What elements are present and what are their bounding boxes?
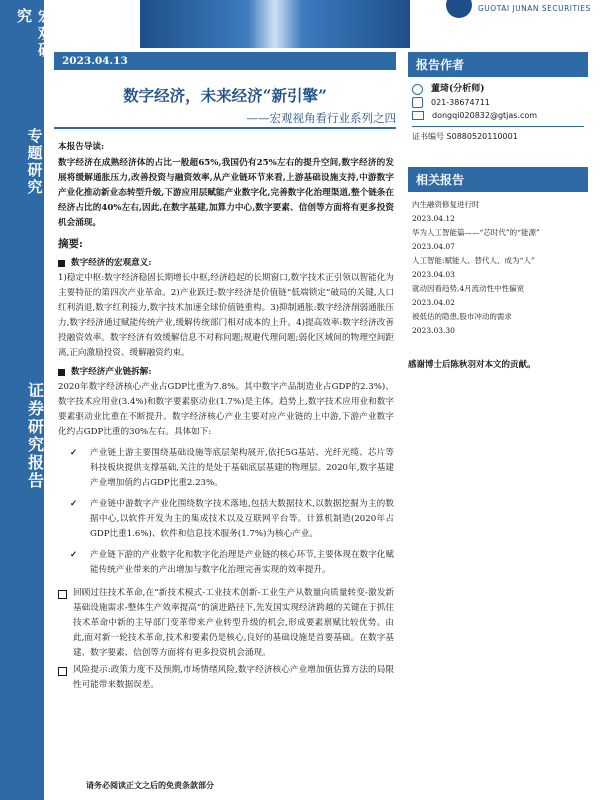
section-industry-chain	[58, 365, 394, 380]
acknowledgement: 感谢博士后陈秋羽对本文的贡献。	[408, 360, 536, 370]
author-phone: 021-38674711	[431, 98, 490, 107]
list-item-text: 产业链下游的产业数字化和数字化治理是产业链的核心环节,主要体现在数字化赋能传统产业带来的产出增加与数字化治理完善实现的效率提升。	[90, 550, 394, 575]
header-banner	[140, 0, 410, 48]
report-subtitle: ——宏观视角看行业系列之四	[246, 111, 396, 125]
sidebar-label-macro: 宏观研究	[15, 8, 54, 59]
checkmark-icon: ✓	[70, 550, 78, 560]
risk-text: 风险提示:政策力度不及预期,市场情绪风险,数字经济核心产业增加值估算方法的局限性可能带来数据误差。	[73, 665, 394, 690]
section-macro-significance	[58, 256, 394, 271]
logo-emblem-icon	[446, 0, 472, 18]
section-title: 数字经济产业链拆解:	[71, 367, 152, 377]
checkmark-icon: ✓	[70, 448, 78, 458]
point-risk	[58, 663, 394, 693]
author-info	[408, 77, 588, 149]
related-reports	[408, 167, 588, 370]
related-report-date: 2023.03.30	[412, 326, 455, 335]
left-sidebar	[0, 0, 54, 800]
related-report-title[interactable]: 内生融资修复进行时	[412, 200, 480, 209]
sidebar-label-securities: 证券研究报告	[25, 382, 45, 490]
author-email-row	[412, 109, 584, 122]
point-tech-revolution	[58, 586, 394, 661]
square-bullet-icon	[58, 369, 65, 376]
person-icon	[412, 84, 423, 95]
box-bullet-icon	[58, 667, 67, 676]
phone-icon	[412, 97, 423, 108]
abstract-label: 摘要:	[58, 238, 83, 250]
guide-label: 本报告导读:	[58, 142, 105, 152]
report-title: 数字经济，未来经济“新引擎”	[123, 86, 327, 105]
logo-text: GUOTAI JUNAN SECURITIES	[478, 4, 591, 13]
right-panel	[408, 52, 588, 370]
guide-text: 数字经济在成熟经济体的占比一般超65%,我国仍有25%左右的提升空间,数字经济的发展将缓解通胀压力,改善投资与融资效率,从产业链环节来看,上游基础设施支持,中游数字产业化推动新业态转型升级,下游应用层赋能产业数字化,完善数字化治理渠道,整个链条在经济占比的40%左右,因此,在数字基建,加算力中心,数字要素、信创等方面将有更多投资机会涌现。	[58, 158, 394, 228]
related-header: 相关报告	[408, 167, 588, 192]
point-text: 回顾过往技术革命,在“新技术模式-工业技术创新-工业生产从数量向质量转变-激发新基础设施需求-整体生产效率提高”的演进路径下,先发国实现经济跨越的关键在于抓住技术革命中新的主导部门变革带来产业转型升级的机会,形成要素禀赋比较优势。由此,面对新一轮技术革命,技术和要素仍是核心,良好的基础设施是首要基础。在数字基建、数字要素、信创等方面将有更多投资机会涌现。	[73, 588, 394, 658]
author-email[interactable]: dongqi020832@gtjas.com	[432, 111, 538, 120]
related-report-title[interactable]: 被低估的隐患,股市冲动的需求	[412, 312, 512, 321]
related-report-date: 2023.04.03	[412, 270, 455, 279]
list-item-text: 产业链中游数字产业化围绕数字技术落地,包括大数据技术,以数据挖掘为主的数据中心,以软件开发为主的集成技术以及互联网平台等。计算机制造(2020年占GDP比重1.6%)、软件和信息技术服务(1.7%)为核心产业。	[90, 499, 394, 539]
mail-icon	[412, 111, 424, 120]
main-content	[58, 140, 394, 693]
author-cert: 证书编号 S0880520110001	[412, 126, 584, 143]
list-item-upstream	[58, 446, 394, 491]
related-report-title[interactable]: 就动因看趋势,4月流动性中性偏宽	[412, 284, 525, 293]
related-report-date: 2023.04.02	[412, 298, 455, 307]
author-name: 董琦(分析师)	[431, 84, 485, 94]
report-date: 2023.04.13	[54, 52, 396, 70]
related-list	[408, 192, 588, 344]
company-logo	[446, 0, 591, 20]
box-bullet-icon	[58, 590, 67, 599]
related-report-title[interactable]: 华为人工智能篇——“芯时代”的“能源”	[412, 228, 540, 237]
list-item-midstream	[58, 497, 394, 542]
list-item-downstream	[58, 548, 394, 578]
checkmark-icon: ✓	[70, 499, 78, 509]
author-name-row	[412, 83, 584, 96]
title-divider	[54, 127, 396, 129]
section-title: 数字经济的宏观意义:	[71, 258, 152, 268]
section-text: 1)稳定中枢:数字经济稳固长期增长中枢,经济趋起的长期窗口,数字技术正引领以智能化为主要特征的第四次产业革命。2)产业跃迁:数字经济是价值链“低端锁定”破局的关键,人口红利消退,数字红利接力,数字技术加速全球价值链重构。3)抑制通胀:数字经济削弱通胀压力,数字经济通过赋能传统产业,缓解传统部门相对成本的上升。4)提高效率:数字经济改善投融资效率。数字经济有效缓解信息不对称问题;规避代理问题;弱化区域间的物理空间距离,正向激励投资、缓解融资约束。	[58, 273, 394, 358]
square-bullet-icon	[58, 260, 65, 267]
related-report-title[interactable]: 人工智能:赋能人、替代人、成为“人”	[412, 256, 535, 265]
list-item-text: 产业链上游主要围绕基础设施等底层架构展开,依托5G基站、光纤光缆、芯片等科技板块提供支撑基础,关注的是处于基础底层基建的物理层。2020年,数字基建产业增加值约占GDP比重2.23%。	[90, 448, 394, 488]
footer-disclaimer: 请务必阅读正文之后的免责条款部分	[86, 780, 214, 790]
related-report-date: 2023.04.12	[412, 214, 455, 223]
author-header: 报告作者	[408, 52, 588, 77]
section-text: 2020年数字经济核心产业占GDP比重为7.8%。其中数字产品制造业占GDP的2.3%)、数字技术应用业(3.4%)和数字要素驱动业(1.7%)是主体。趋势上,数字技术应用业和数字要素驱动业比重在不断提升。数字经济核心产业主要对应产业链的上中游,下游产业数字化约占GDP比重的30%左右。具体如下:	[58, 382, 394, 437]
sidebar-label-special: 专题研究	[25, 128, 44, 196]
author-phone-row	[412, 96, 584, 109]
related-report-date: 2023.04.07	[412, 242, 455, 251]
